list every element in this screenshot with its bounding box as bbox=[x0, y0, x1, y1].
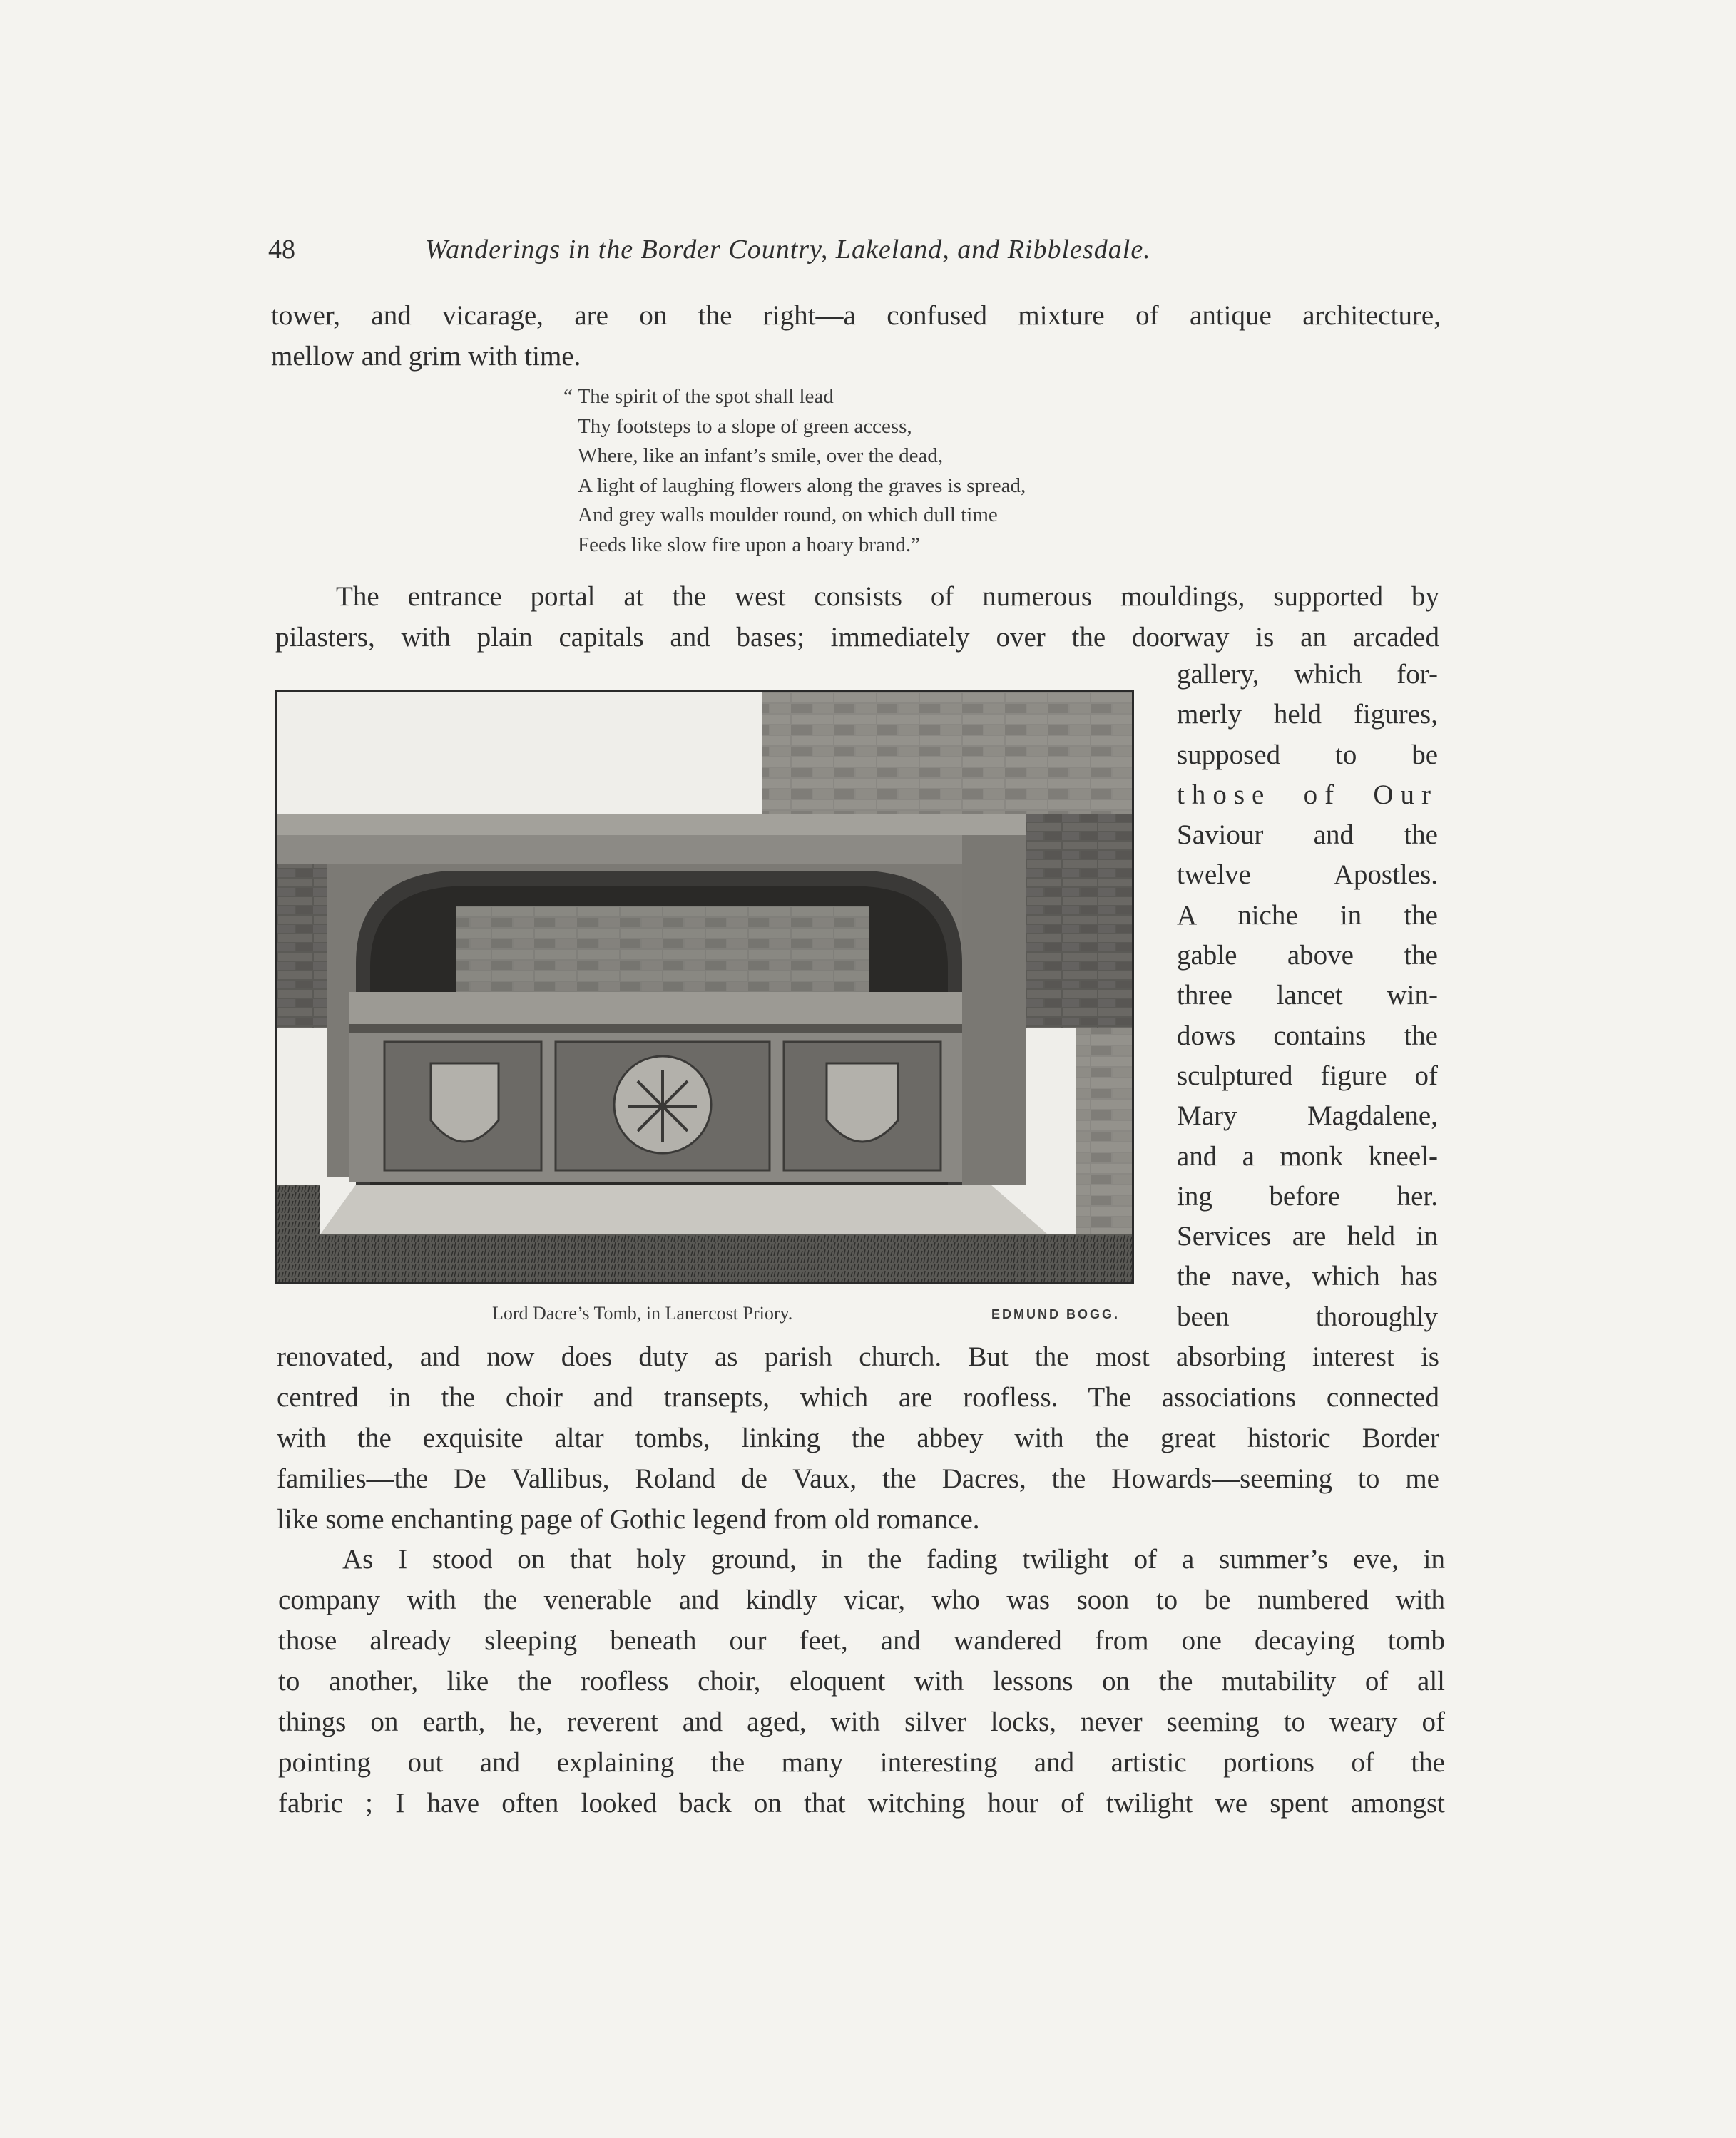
text-line: company with the venerable and kindly vicar, who was soon to be numbered with bbox=[278, 1585, 1445, 1615]
text-line: A niche in the bbox=[1177, 899, 1438, 931]
verse-line: And grey walls moulder round, on which dull time bbox=[578, 503, 998, 526]
text-line: those already sleeping beneath our feet, and wandered from one decaying tomb bbox=[278, 1625, 1445, 1656]
verse-line: Where, like an infant’s smile, over the dead, bbox=[578, 444, 944, 467]
text-line: like some enchanting page of Gothic legend from old romance. bbox=[277, 1504, 980, 1535]
text-line: three lancet win- bbox=[1177, 980, 1438, 1011]
wrap-text-column bbox=[1177, 655, 1438, 1337]
text-line: centred in the choir and transepts, which are roofless. The associations connected bbox=[277, 1382, 1439, 1413]
text-line: ing before her. bbox=[1177, 1180, 1438, 1212]
text-line: supposed to be bbox=[1177, 739, 1438, 770]
verse-line: “ The spirit of the spot shall lead bbox=[563, 385, 834, 408]
verse-quotation bbox=[563, 382, 1205, 560]
text-line: and a monk kneel- bbox=[1177, 1140, 1438, 1172]
text-line: tower, and vicarage, are on the right—a confused mixture of antique architecture, bbox=[271, 300, 1441, 331]
figure-caption: Lord Dacre’s Tomb, in Lanercost Priory. bbox=[492, 1303, 793, 1324]
text-line: been thoroughly bbox=[1177, 1301, 1438, 1332]
tomb-photograph-drawing bbox=[277, 692, 1132, 1282]
text-line: twelve Apostles. bbox=[1177, 859, 1438, 891]
text-line: sculptured figure of bbox=[1177, 1060, 1438, 1091]
text-line: gallery, which for- bbox=[1177, 659, 1438, 690]
text-line: with the exquisite altar tombs, linking the abbey with the great historic Border bbox=[277, 1423, 1439, 1453]
text-line: pointing out and explaining the many interesting and artistic portions of the bbox=[278, 1747, 1445, 1778]
text-line: The entrance portal at the west consists of numerous mouldings, supported by bbox=[336, 581, 1439, 612]
verse-line: A light of laughing flowers along the graves is spread, bbox=[578, 474, 1026, 497]
text-line: fabric ; I have often looked back on that witching hour of twilight we spent amongst bbox=[278, 1788, 1445, 1819]
running-title: Wanderings in the Border Country, Lakeland, and Ribblesdale. bbox=[425, 235, 1151, 265]
text-line: things on earth, he, reverent and aged, with silver locks, never seeming to weary of bbox=[278, 1707, 1445, 1737]
text-line: families—the De Vallibus, Roland de Vaux, the Dacres, the Howards—seeming to me bbox=[277, 1463, 1439, 1494]
text-line: dows contains the bbox=[1177, 1020, 1438, 1051]
figure-credit: EDMUND BOGG. bbox=[991, 1307, 1120, 1321]
text-line: mellow and grim with time. bbox=[271, 341, 581, 372]
paragraph-3 bbox=[278, 1539, 1445, 1824]
page-number: 48 bbox=[268, 235, 295, 265]
text-line: As I stood on that holy ground, in the fading twilight of a summer’s eve, in bbox=[342, 1544, 1445, 1575]
verse-line: Thy footsteps to a slope of green access, bbox=[578, 414, 912, 438]
paragraph-2-continued bbox=[277, 1336, 1439, 1540]
text-line: renovated, and now does duty as parish church. But the most absorbing interest is bbox=[277, 1341, 1439, 1372]
text-line: gable above the bbox=[1177, 940, 1438, 971]
tomb-photograph bbox=[275, 690, 1134, 1284]
text-line: to another, like the roofless choir, eloquent with lessons on the mutability of all bbox=[278, 1666, 1445, 1697]
paragraph-2 bbox=[275, 576, 1439, 658]
text-line: Mary Magdalene, bbox=[1177, 1100, 1438, 1132]
paragraph-1 bbox=[271, 295, 1441, 377]
text-line: merly held figures, bbox=[1177, 699, 1438, 730]
text-line: pilasters, with plain capitals and bases; immediately over the doorway is an arcaded bbox=[275, 622, 1439, 653]
verse-line: Feeds like slow fire upon a hoary brand.” bbox=[578, 533, 920, 556]
text-line: those of Our bbox=[1177, 779, 1438, 810]
text-line: Saviour and the bbox=[1177, 819, 1438, 851]
text-line: the nave, which has bbox=[1177, 1261, 1438, 1292]
text-line: Services are held in bbox=[1177, 1221, 1438, 1252]
